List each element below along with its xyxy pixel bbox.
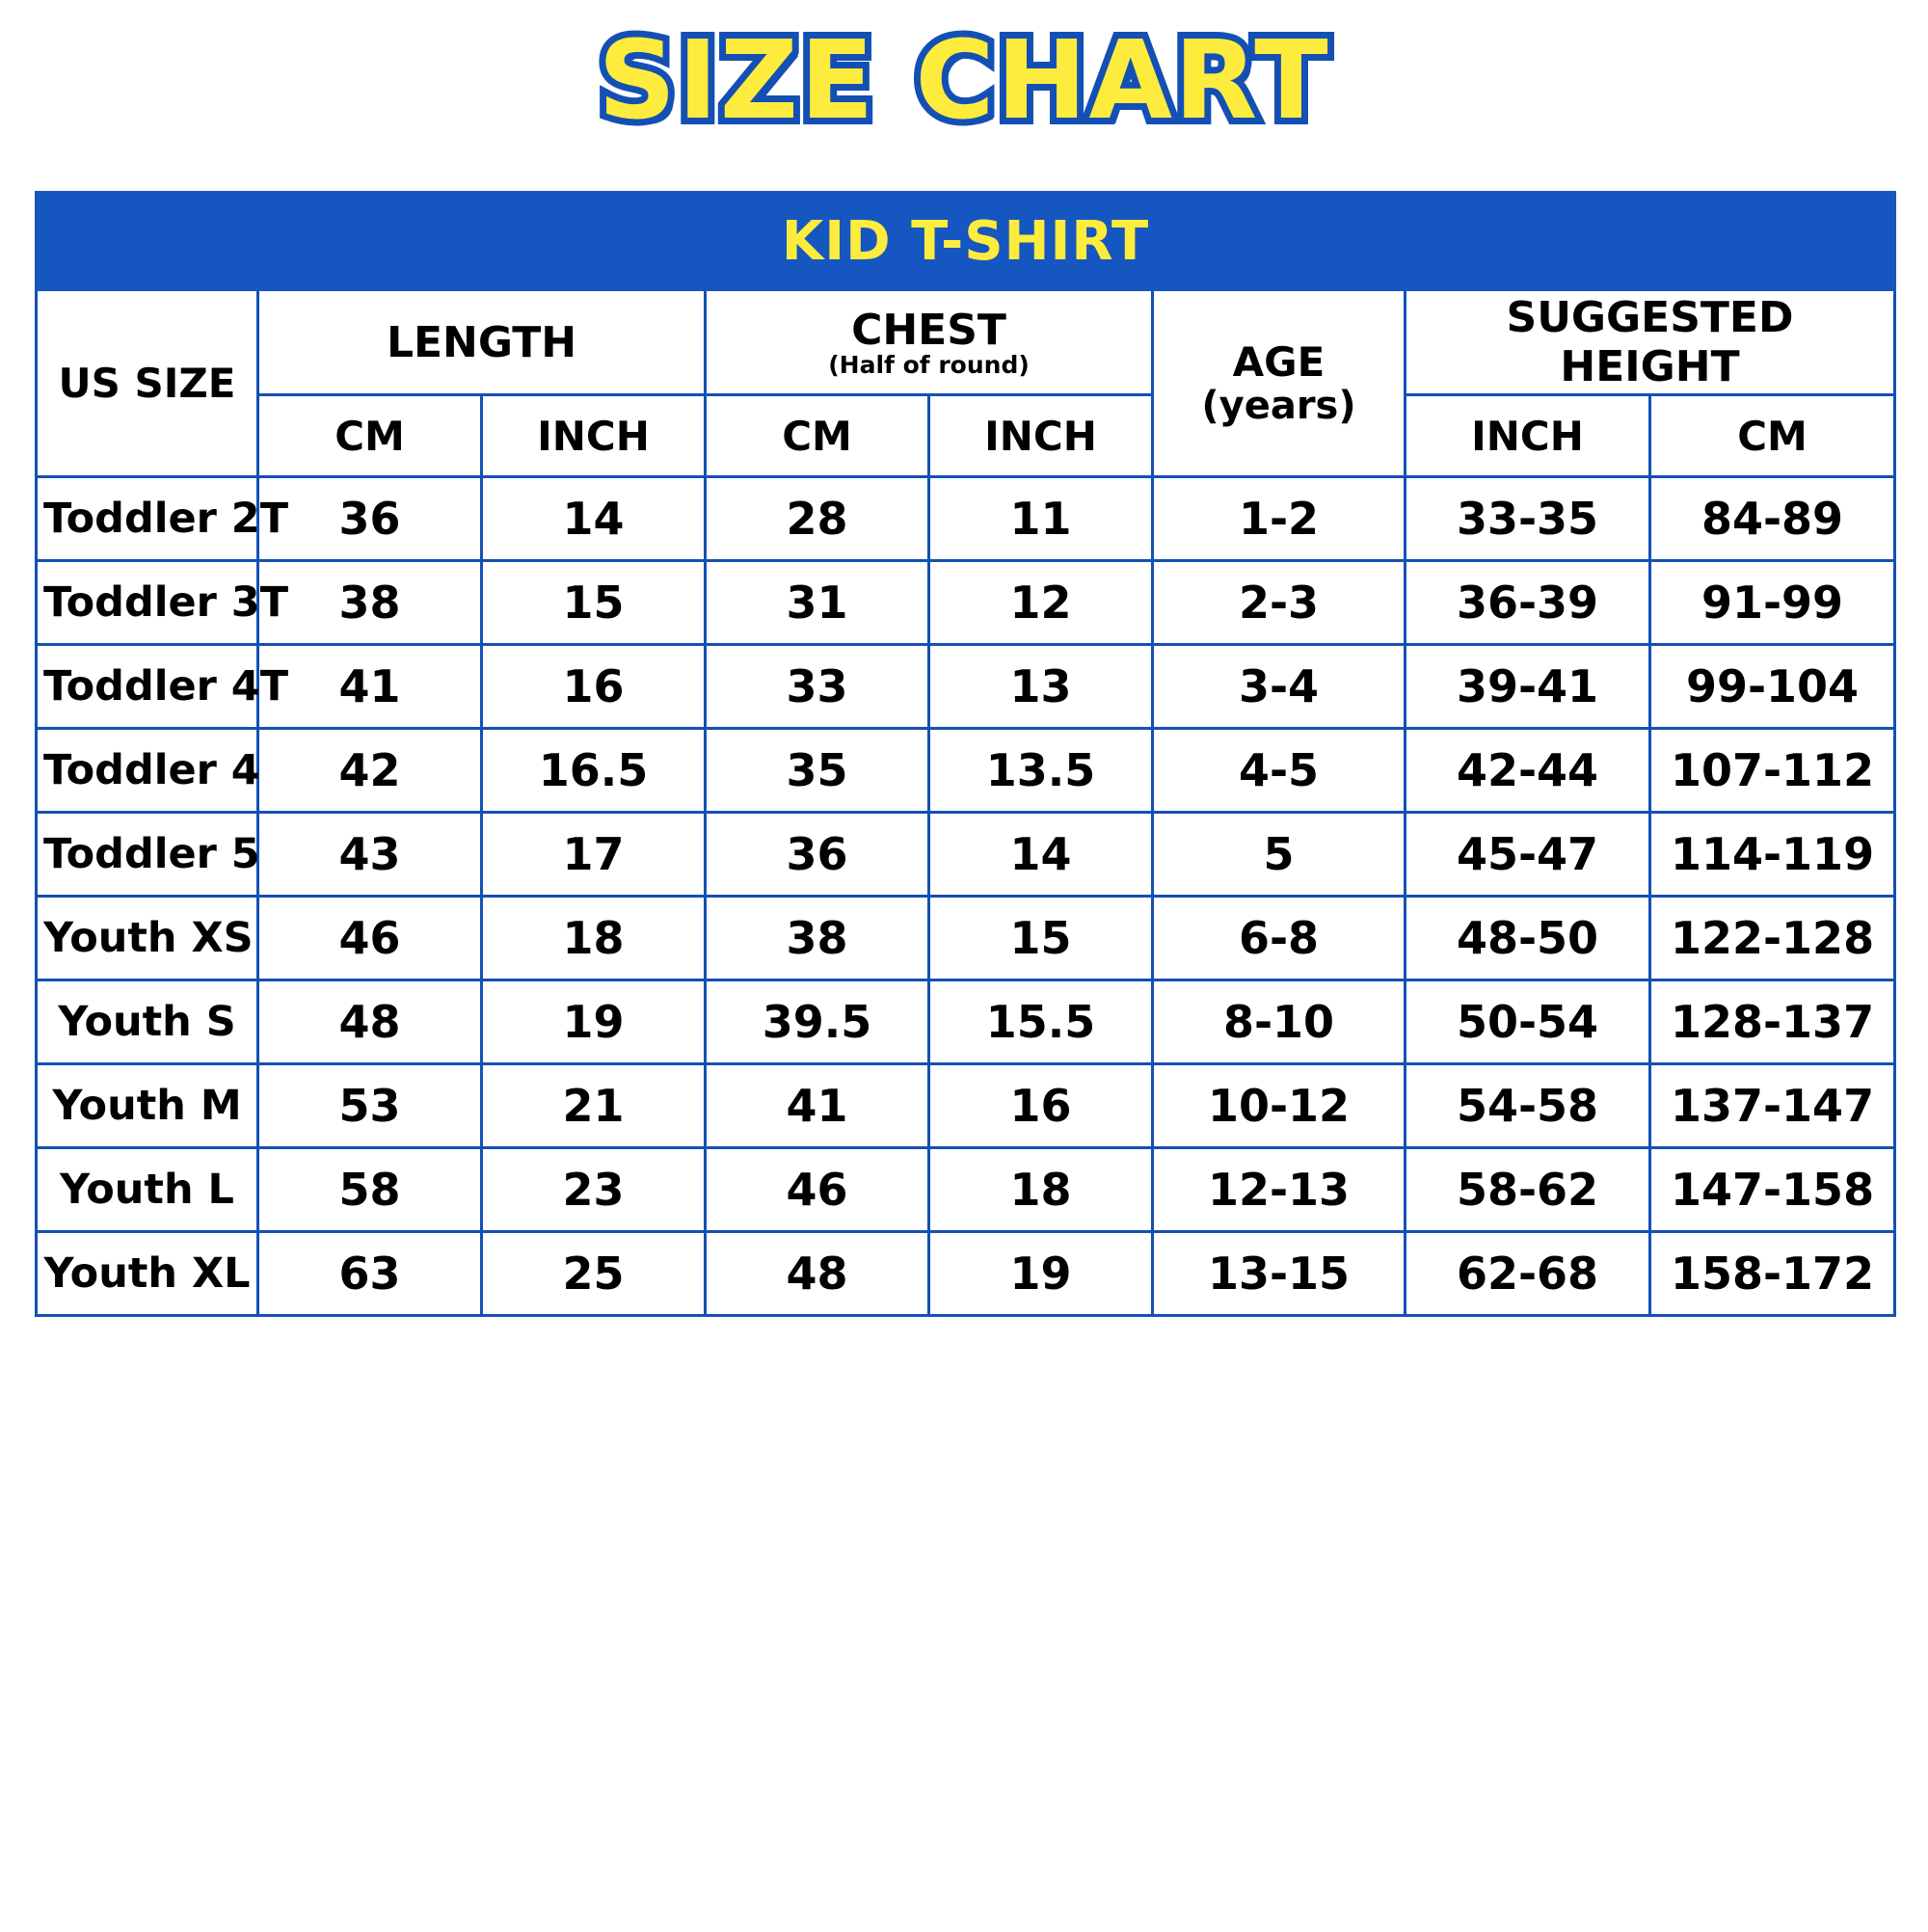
table-row [37, 645, 1895, 729]
cell-chest-cm: 28 [706, 477, 929, 561]
table-row [37, 980, 1895, 1064]
header-suggested-height: SUGGESTED HEIGHT [1406, 290, 1895, 395]
table-row [37, 1064, 1895, 1148]
cell-length-inch: 16 [482, 645, 706, 729]
cell-height-cm: 137-147 [1650, 1064, 1895, 1148]
cell-chest-inch: 13 [929, 645, 1153, 729]
cell-length-cm: 48 [258, 980, 482, 1064]
cell-chest-cm: 39.5 [706, 980, 929, 1064]
table-row [37, 897, 1895, 980]
banner-label: KID T-SHIRT [781, 209, 1150, 273]
cell-chest-inch: 14 [929, 813, 1153, 897]
cell-height-inch: 58-62 [1406, 1148, 1650, 1232]
table-row [37, 729, 1895, 813]
cell-chest-cm: 31 [706, 561, 929, 645]
table-head [37, 193, 1895, 477]
cell-chest-inch: 15.5 [929, 980, 1153, 1064]
header-chest-inch: INCH [929, 395, 1153, 477]
table-row [37, 813, 1895, 897]
size-chart-table-area [35, 191, 1893, 1317]
header-us-size: US SIZE [37, 290, 258, 477]
cell-length-cm: 36 [258, 477, 482, 561]
cell-height-cm: 158-172 [1650, 1232, 1895, 1316]
cell-length-cm: 46 [258, 897, 482, 980]
cell-size: Youth S [37, 980, 258, 1064]
cell-length-inch: 19 [482, 980, 706, 1064]
cell-age: 4-5 [1153, 729, 1406, 813]
cell-chest-inch: 12 [929, 561, 1153, 645]
cell-height-inch: 62-68 [1406, 1232, 1650, 1316]
cell-height-cm: 128-137 [1650, 980, 1895, 1064]
cell-length-cm: 63 [258, 1232, 482, 1316]
cell-height-cm: 84-89 [1650, 477, 1895, 561]
cell-length-inch: 23 [482, 1148, 706, 1232]
cell-age: 8-10 [1153, 980, 1406, 1064]
unit-header-row [37, 395, 1895, 477]
header-age-label: AGE [1232, 337, 1326, 386]
cell-height-cm: 114-119 [1650, 813, 1895, 897]
cell-chest-cm: 38 [706, 897, 929, 980]
cell-length-cm: 38 [258, 561, 482, 645]
cell-size: Youth M [37, 1064, 258, 1148]
group-header-row [37, 290, 1895, 395]
header-length-cm: CM [258, 395, 482, 477]
cell-size: Toddler 2T [37, 477, 258, 561]
cell-height-cm: 122-128 [1650, 897, 1895, 980]
cell-length-inch: 16.5 [482, 729, 706, 813]
header-chest [706, 290, 1153, 395]
cell-height-cm: 91-99 [1650, 561, 1895, 645]
header-chest-cm: CM [706, 395, 929, 477]
cell-age: 3-4 [1153, 645, 1406, 729]
cell-height-inch: 48-50 [1406, 897, 1650, 980]
cell-height-cm: 99-104 [1650, 645, 1895, 729]
header-chest-note: (Half of round) [828, 351, 1030, 379]
header-length-inch: INCH [482, 395, 706, 477]
cell-chest-inch: 11 [929, 477, 1153, 561]
header-chest-label: CHEST [851, 306, 1006, 355]
header-height-inch: INCH [1406, 395, 1650, 477]
cell-length-inch: 21 [482, 1064, 706, 1148]
cell-age: 1-2 [1153, 477, 1406, 561]
cell-height-inch: 50-54 [1406, 980, 1650, 1064]
cell-length-cm: 42 [258, 729, 482, 813]
cell-height-inch: 54-58 [1406, 1064, 1650, 1148]
banner-cell [37, 193, 1895, 290]
cell-height-inch: 33-35 [1406, 477, 1650, 561]
cell-size: Youth L [37, 1148, 258, 1232]
cell-length-cm: 43 [258, 813, 482, 897]
cell-chest-cm: 48 [706, 1232, 929, 1316]
cell-length-inch: 14 [482, 477, 706, 561]
size-chart-table [35, 191, 1896, 1317]
table-row [37, 477, 1895, 561]
cell-age: 10-12 [1153, 1064, 1406, 1148]
table-row [37, 1232, 1895, 1316]
cell-length-inch: 18 [482, 897, 706, 980]
cell-length-inch: 25 [482, 1232, 706, 1316]
cell-height-inch: 36-39 [1406, 561, 1650, 645]
cell-size: Youth XS [37, 897, 258, 980]
cell-age: 5 [1153, 813, 1406, 897]
cell-age: 13-15 [1153, 1232, 1406, 1316]
table-body [37, 477, 1895, 1316]
cell-chest-cm: 33 [706, 645, 929, 729]
cell-length-inch: 15 [482, 561, 706, 645]
cell-length-cm: 58 [258, 1148, 482, 1232]
cell-chest-inch: 13.5 [929, 729, 1153, 813]
cell-height-cm: 147-158 [1650, 1148, 1895, 1232]
header-age-note: (years) [1201, 383, 1356, 428]
page-title-area [0, 0, 1928, 145]
cell-height-inch: 39-41 [1406, 645, 1650, 729]
cell-length-cm: 41 [258, 645, 482, 729]
cell-chest-cm: 41 [706, 1064, 929, 1148]
cell-chest-cm: 46 [706, 1148, 929, 1232]
cell-chest-inch: 19 [929, 1232, 1153, 1316]
header-height-cm: CM [1650, 395, 1895, 477]
cell-age: 12-13 [1153, 1148, 1406, 1232]
cell-age: 6-8 [1153, 897, 1406, 980]
cell-chest-inch: 18 [929, 1148, 1153, 1232]
cell-height-inch: 42-44 [1406, 729, 1650, 813]
header-age [1153, 290, 1406, 477]
table-row [37, 1148, 1895, 1232]
cell-height-cm: 107-112 [1650, 729, 1895, 813]
cell-chest-cm: 35 [706, 729, 929, 813]
cell-size: Youth XL [37, 1232, 258, 1316]
cell-size: Toddler 4 [37, 729, 258, 813]
cell-size: Toddler 5 [37, 813, 258, 897]
cell-age: 2-3 [1153, 561, 1406, 645]
cell-length-inch: 17 [482, 813, 706, 897]
cell-height-inch: 45-47 [1406, 813, 1650, 897]
cell-chest-inch: 15 [929, 897, 1153, 980]
cell-size: Toddler 3T [37, 561, 258, 645]
cell-size: Toddler 4T [37, 645, 258, 729]
cell-chest-inch: 16 [929, 1064, 1153, 1148]
table-row [37, 561, 1895, 645]
header-length: LENGTH [258, 290, 706, 395]
page-title: SIZE CHART [598, 18, 1330, 144]
banner-row [37, 193, 1895, 290]
cell-chest-cm: 36 [706, 813, 929, 897]
cell-length-cm: 53 [258, 1064, 482, 1148]
